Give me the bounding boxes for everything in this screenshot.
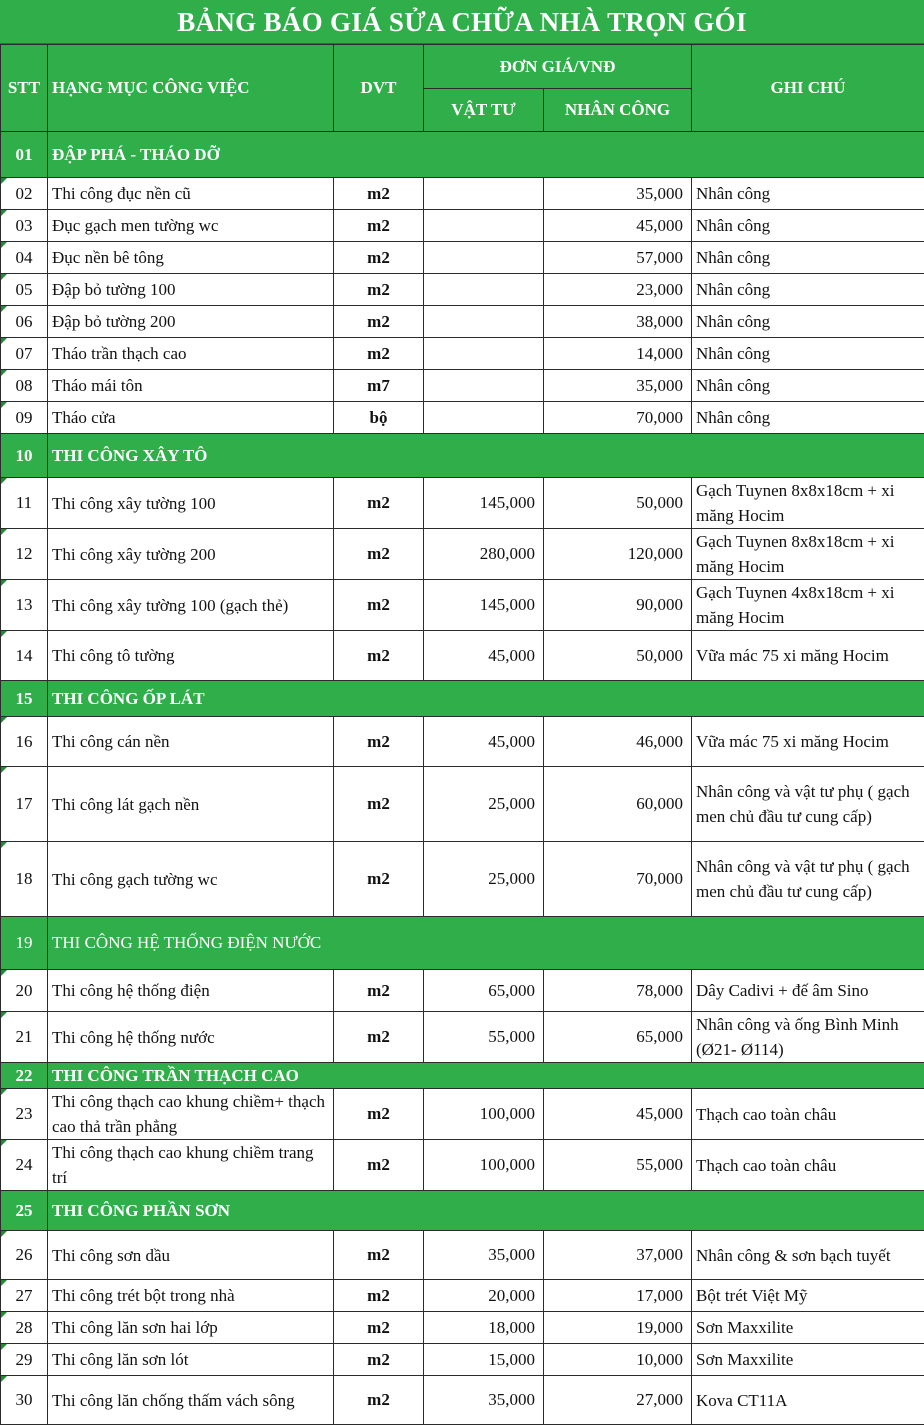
task-name: Thi công thạch cao khung chiềm+ thạch cao thả trần phẳng (48, 1089, 334, 1140)
material-price: 18,000 (424, 1312, 544, 1344)
task-name: Thi công lăn sơn hai lớp (48, 1312, 334, 1344)
row-number: 04 (1, 242, 48, 274)
task-name: Thi công lăn sơn lót (48, 1344, 334, 1376)
row-number: 05 (1, 274, 48, 306)
section-number: 19 (1, 917, 48, 970)
task-name: Thi công trét bột trong nhà (48, 1280, 334, 1312)
row-number: 27 (1, 1280, 48, 1312)
labor-price: 70,000 (544, 402, 692, 434)
material-price: 20,000 (424, 1280, 544, 1312)
unit-cell: m2 (334, 210, 424, 242)
task-name: Đập bỏ tường 100 (48, 274, 334, 306)
row-number: 20 (1, 970, 48, 1012)
section-number: 10 (1, 434, 48, 478)
unit-cell: m2 (334, 717, 424, 767)
unit-cell: m2 (334, 767, 424, 842)
table-header (1, 45, 924, 132)
section-number: 15 (1, 681, 48, 717)
note-cell: Dây Cadivi + đế âm Sino (692, 970, 924, 1012)
table-row (1, 842, 924, 917)
unit-cell: m2 (334, 1089, 424, 1140)
section-title: THI CÔNG XÂY TÔ (48, 434, 924, 478)
unit-cell: m2 (334, 580, 424, 631)
note-cell: Nhân công (692, 370, 924, 402)
table-row (1, 1312, 924, 1344)
sheet-title: BẢNG BÁO GIÁ SỬA CHỮA NHÀ TRỌN GÓI (0, 0, 924, 44)
material-price: 145,000 (424, 580, 544, 631)
unit-cell: m2 (334, 1280, 424, 1312)
task-name: Tháo cửa (48, 402, 334, 434)
row-number: 12 (1, 529, 48, 580)
note-cell: Vữa mác 75 xi măng Hocim (692, 631, 924, 681)
note-cell: Thạch cao toàn châu (692, 1140, 924, 1191)
header-note: GHI CHÚ (692, 45, 924, 132)
material-price: 100,000 (424, 1140, 544, 1191)
material-price: 35,000 (424, 1376, 544, 1425)
labor-price: 27,000 (544, 1376, 692, 1425)
task-name: Đập bỏ tường 200 (48, 306, 334, 338)
labor-price: 120,000 (544, 529, 692, 580)
unit-cell: m2 (334, 1344, 424, 1376)
task-name: Thi công gạch tường wc (48, 842, 334, 917)
unit-cell: m2 (334, 1312, 424, 1344)
task-name: Thi công đục nền cũ (48, 178, 334, 210)
material-price (424, 338, 544, 370)
section-number: 01 (1, 132, 48, 178)
section-title: THI CÔNG TRẦN THẠCH CAO (48, 1063, 924, 1089)
table-row (1, 1089, 924, 1140)
note-cell: Nhân công (692, 242, 924, 274)
note-cell: Kova CT11A (692, 1376, 924, 1425)
section-title: THI CÔNG PHẦN SƠN (48, 1191, 924, 1231)
task-name: Tháo mái tôn (48, 370, 334, 402)
section-row (1, 681, 924, 717)
material-price: 45,000 (424, 631, 544, 681)
row-number: 21 (1, 1012, 48, 1063)
task-name: Đục gạch men tường wc (48, 210, 334, 242)
labor-price: 19,000 (544, 1312, 692, 1344)
labor-price: 10,000 (544, 1344, 692, 1376)
row-number: 24 (1, 1140, 48, 1191)
labor-price: 65,000 (544, 1012, 692, 1063)
material-price (424, 242, 544, 274)
row-number: 11 (1, 478, 48, 529)
labor-price: 38,000 (544, 306, 692, 338)
labor-price: 17,000 (544, 1280, 692, 1312)
section-title: THI CÔNG ỐP LÁT (48, 681, 924, 717)
task-name: Thi công xây tường 100 (gạch thẻ) (48, 580, 334, 631)
unit-cell: m2 (334, 631, 424, 681)
labor-price: 78,000 (544, 970, 692, 1012)
labor-price: 90,000 (544, 580, 692, 631)
section-row (1, 917, 924, 970)
row-number: 09 (1, 402, 48, 434)
material-price (424, 210, 544, 242)
material-price: 100,000 (424, 1089, 544, 1140)
price-table (0, 44, 924, 1425)
material-price: 15,000 (424, 1344, 544, 1376)
unit-cell: m2 (334, 970, 424, 1012)
task-name: Thi công lăn chống thấm vách sông (48, 1376, 334, 1425)
table-body (1, 132, 924, 1425)
table-row (1, 1280, 924, 1312)
unit-cell: m2 (334, 338, 424, 370)
table-row (1, 242, 924, 274)
table-row (1, 402, 924, 434)
note-cell: Nhân công (692, 338, 924, 370)
row-number: 18 (1, 842, 48, 917)
table-row (1, 631, 924, 681)
table-row (1, 767, 924, 842)
row-number: 07 (1, 338, 48, 370)
unit-cell: bộ (334, 402, 424, 434)
section-number: 25 (1, 1191, 48, 1231)
note-cell: Vữa mác 75 xi măng Hocim (692, 717, 924, 767)
task-name: Tháo trần thạch cao (48, 338, 334, 370)
header-unit: DVT (334, 45, 424, 132)
unit-cell: m2 (334, 274, 424, 306)
unit-cell: m2 (334, 1231, 424, 1280)
header-material: VẬT TƯ (424, 89, 544, 132)
labor-price: 57,000 (544, 242, 692, 274)
section-title: ĐẬP PHÁ - THÁO DỠ (48, 132, 924, 178)
note-cell: Nhân công (692, 210, 924, 242)
labor-price: 35,000 (544, 370, 692, 402)
labor-price: 70,000 (544, 842, 692, 917)
row-number: 13 (1, 580, 48, 631)
note-cell: Nhân công và ống Bình Minh (Ø21- Ø114) (692, 1012, 924, 1063)
material-price: 55,000 (424, 1012, 544, 1063)
row-number: 08 (1, 370, 48, 402)
task-name: Thi công hệ thống điện (48, 970, 334, 1012)
note-cell: Bột trét Việt Mỹ (692, 1280, 924, 1312)
header-stt: STT (1, 45, 48, 132)
task-name: Thi công sơn dầu (48, 1231, 334, 1280)
row-number: 26 (1, 1231, 48, 1280)
row-number: 30 (1, 1376, 48, 1425)
unit-cell: m2 (334, 1140, 424, 1191)
task-name: Thi công cán nền (48, 717, 334, 767)
material-price (424, 370, 544, 402)
table-row (1, 1140, 924, 1191)
labor-price: 60,000 (544, 767, 692, 842)
labor-price: 45,000 (544, 210, 692, 242)
note-cell: Nhân công (692, 274, 924, 306)
row-number: 16 (1, 717, 48, 767)
table-row (1, 580, 924, 631)
table-row (1, 210, 924, 242)
note-cell: Gạch Tuynen 4x8x18cm + xi măng Hocim (692, 580, 924, 631)
note-cell: Nhân công & sơn bạch tuyết (692, 1231, 924, 1280)
section-row (1, 434, 924, 478)
note-cell: Sơn Maxxilite (692, 1344, 924, 1376)
unit-cell: m2 (334, 529, 424, 580)
table-row (1, 338, 924, 370)
unit-cell: m2 (334, 1012, 424, 1063)
note-cell: Sơn Maxxilite (692, 1312, 924, 1344)
unit-cell: m2 (334, 842, 424, 917)
unit-cell: m7 (334, 370, 424, 402)
table-row (1, 178, 924, 210)
task-name: Đục nền bê tông (48, 242, 334, 274)
table-row (1, 529, 924, 580)
labor-price: 37,000 (544, 1231, 692, 1280)
row-number: 03 (1, 210, 48, 242)
header-labor: NHÂN CÔNG (544, 89, 692, 132)
task-name: Thi công hệ thống nước (48, 1012, 334, 1063)
labor-price: 35,000 (544, 178, 692, 210)
material-price: 65,000 (424, 970, 544, 1012)
unit-cell: m2 (334, 242, 424, 274)
unit-cell: m2 (334, 306, 424, 338)
material-price: 25,000 (424, 842, 544, 917)
note-cell: Nhân công và vật tư phụ ( gạch men chủ đầu tư cung cấp) (692, 767, 924, 842)
table-row (1, 1376, 924, 1425)
table-row (1, 1231, 924, 1280)
table-row (1, 717, 924, 767)
note-cell: Gạch Tuynen 8x8x18cm + xi măng Hocim (692, 478, 924, 529)
note-cell: Nhân công (692, 306, 924, 338)
header-price-group: ĐƠN GIÁ/VNĐ (424, 45, 692, 89)
material-price: 145,000 (424, 478, 544, 529)
material-price: 45,000 (424, 717, 544, 767)
labor-price: 14,000 (544, 338, 692, 370)
row-number: 14 (1, 631, 48, 681)
material-price (424, 306, 544, 338)
section-title: THI CÔNG HỆ THỐNG ĐIỆN NƯỚC (48, 917, 924, 970)
section-row (1, 1063, 924, 1089)
unit-cell: m2 (334, 178, 424, 210)
note-cell: Gạch Tuynen 8x8x18cm + xi măng Hocim (692, 529, 924, 580)
labor-price: 46,000 (544, 717, 692, 767)
task-name: Thi công xây tường 100 (48, 478, 334, 529)
material-price (424, 274, 544, 306)
row-number: 02 (1, 178, 48, 210)
table-row (1, 1012, 924, 1063)
material-price: 35,000 (424, 1231, 544, 1280)
table-row (1, 1344, 924, 1376)
task-name: Thi công tô tường (48, 631, 334, 681)
labor-price: 50,000 (544, 631, 692, 681)
table-row (1, 274, 924, 306)
table-row (1, 478, 924, 529)
task-name: Thi công xây tường 200 (48, 529, 334, 580)
unit-cell: m2 (334, 1376, 424, 1425)
row-number: 17 (1, 767, 48, 842)
section-number: 22 (1, 1063, 48, 1089)
table-row (1, 970, 924, 1012)
note-cell: Nhân công (692, 402, 924, 434)
table-row (1, 370, 924, 402)
material-price (424, 402, 544, 434)
section-row (1, 1191, 924, 1231)
row-number: 23 (1, 1089, 48, 1140)
labor-price: 23,000 (544, 274, 692, 306)
task-name: Thi công thạch cao khung chiềm trang trí (48, 1140, 334, 1191)
labor-price: 50,000 (544, 478, 692, 529)
section-row (1, 132, 924, 178)
row-number: 29 (1, 1344, 48, 1376)
task-name: Thi công lát gạch nền (48, 767, 334, 842)
note-cell: Thạch cao toàn châu (692, 1089, 924, 1140)
row-number: 06 (1, 306, 48, 338)
header-task: HẠNG MỤC CÔNG VIỆC (48, 45, 334, 132)
material-price: 280,000 (424, 529, 544, 580)
note-cell: Nhân công và vật tư phụ ( gạch men chủ đầu tư cung cấp) (692, 842, 924, 917)
labor-price: 45,000 (544, 1089, 692, 1140)
note-cell: Nhân công (692, 178, 924, 210)
row-number: 28 (1, 1312, 48, 1344)
table-row (1, 306, 924, 338)
material-price (424, 178, 544, 210)
unit-cell: m2 (334, 478, 424, 529)
labor-price: 55,000 (544, 1140, 692, 1191)
material-price: 25,000 (424, 767, 544, 842)
